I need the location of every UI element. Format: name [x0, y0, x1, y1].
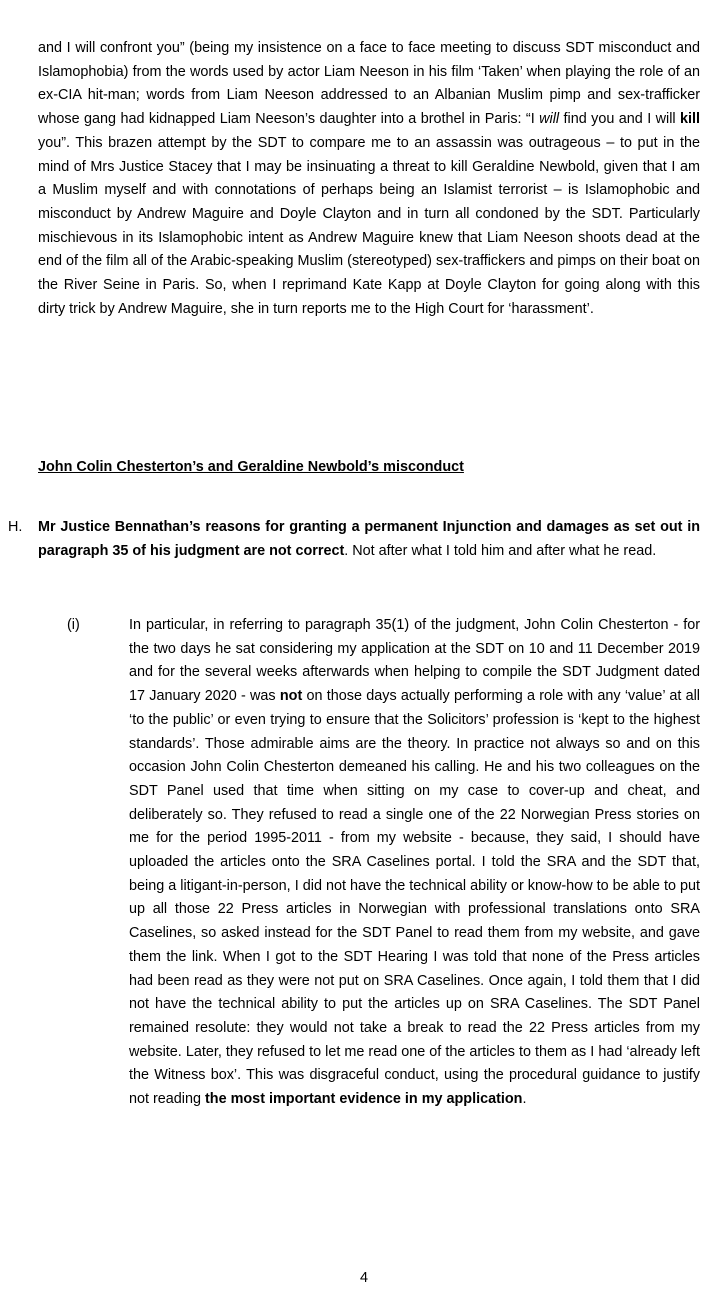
page-number: 4	[359, 1270, 368, 1286]
item-h-paragraph	[38, 516, 700, 563]
item-i-text: on those days actually performing a role with any ‘value’ at all ‘to the public’ or even trying to ensure that the Solicitors’ profession is ‘kept to the highest standards’. Those admirable aims are the theory. In practice not always so and on this occasion John Colin Chesterton demeaned his calling. He and his two colleagues on the SDT Panel used that time when sitting on my case to cover-up and cheat, and deliberately so. They refused to read a single one of the 22 Norwegian Press stories on me for the period 1995-2011 - from my website - because, they said, I should have uploaded the articles onto the SRA Caselines portal. I told the SRA and the SDT that, being a litigant-in-person, I did not have the technical ability or know-how to be able to put up all those 22 Press articles in Norwegian with professional translations onto SRA Caselines, so asked instead for the SDT Panel to read them from my website, and gave them the link. When I got to the SDT Hearing I was told that none of the Press articles had been read as they were not put on SRA Caselines. Once again, I told them that I did not have the technical ability to put the articles up on SRA Caselines. The SDT Panel remained resolute: they would not take a break to read the 22 Press articles from my website. Later, they refused to let me read one of the articles to them as I had ‘already left the Witness box’. This was disgraceful conduct, using the procedural guidance to justify not reading	[129, 688, 700, 1108]
paragraph-text: and I will confront you” (being my insistence on a face to face meeting to discuss SDT misconduct and Islamophobia) from the words used by actor Liam Neeson in his film ‘Taken’ when playing the role of an ex-CIA hit-man; words from Liam Neeson addressed to an Albanian Muslim pimp and sex-trafficker whose gang had kidnapped Liam Neeson’s daughter into a brothel in Paris: “I	[38, 40, 700, 128]
emphasis-not: not	[279, 688, 303, 705]
emphasis-kill: kill	[680, 111, 701, 128]
emphasis-will: will	[539, 111, 560, 128]
item-label-h: H.	[8, 519, 23, 535]
item-i-paragraph	[129, 614, 700, 1112]
item-label-i: (i)	[67, 617, 80, 633]
paragraph-text: you”. This brazen attempt by the SDT to compare me to an assassin was outrageous – to put in the mind of Mrs Justice Stacey that I may be insinuating a threat to kill Geraldine Newbold, given that I am a Muslim myself and with connotations of perhaps being an Islamist terrorist – is Islamophobic and misconduct by Andrew Maguire and Doyle Clayton and in turn all condoned by the SDT. Particularly mischievous in its Islamophobic intent as Andrew Maguire knew that Liam Neeson shoots dead at the end of the film all of the Arabic-speaking Muslim (stereotyped) sex-traffickers and pimps on their boat on the River Seine in Paris. So, when I reprimand Kate Kapp at Doyle Clayton for going along with this dirty trick by Andrew Maguire, she in turn reports me to the High Court for ‘harassment’.	[38, 134, 700, 317]
item-i-text: .	[522, 1091, 527, 1108]
emphasis-most-important-evidence: the most important evidence in my application	[205, 1091, 523, 1108]
section-heading: John Colin Chesterton’s and Geraldine Newbold’s misconduct	[38, 459, 464, 475]
item-i-text: In particular, in referring to paragraph 35(1) of the judgment, John Colin Chesterton - for the two days he sat considering my application at the SDT on 10 and 11 December 2019 and for the several weeks afterwards when helping to compile the SDT Judgment dated 17 January 2020 - was	[129, 617, 700, 705]
item-h-text: . Not after what I told him and after what he read.	[344, 542, 657, 559]
item-h-bold-text: Mr Justice Bennathan’s reasons for granting a permanent Injunction and damages as set out in paragraph 35 of his judgment are not correct	[38, 519, 700, 559]
continuation-paragraph	[38, 37, 700, 321]
paragraph-text: find you and I will	[559, 111, 681, 128]
